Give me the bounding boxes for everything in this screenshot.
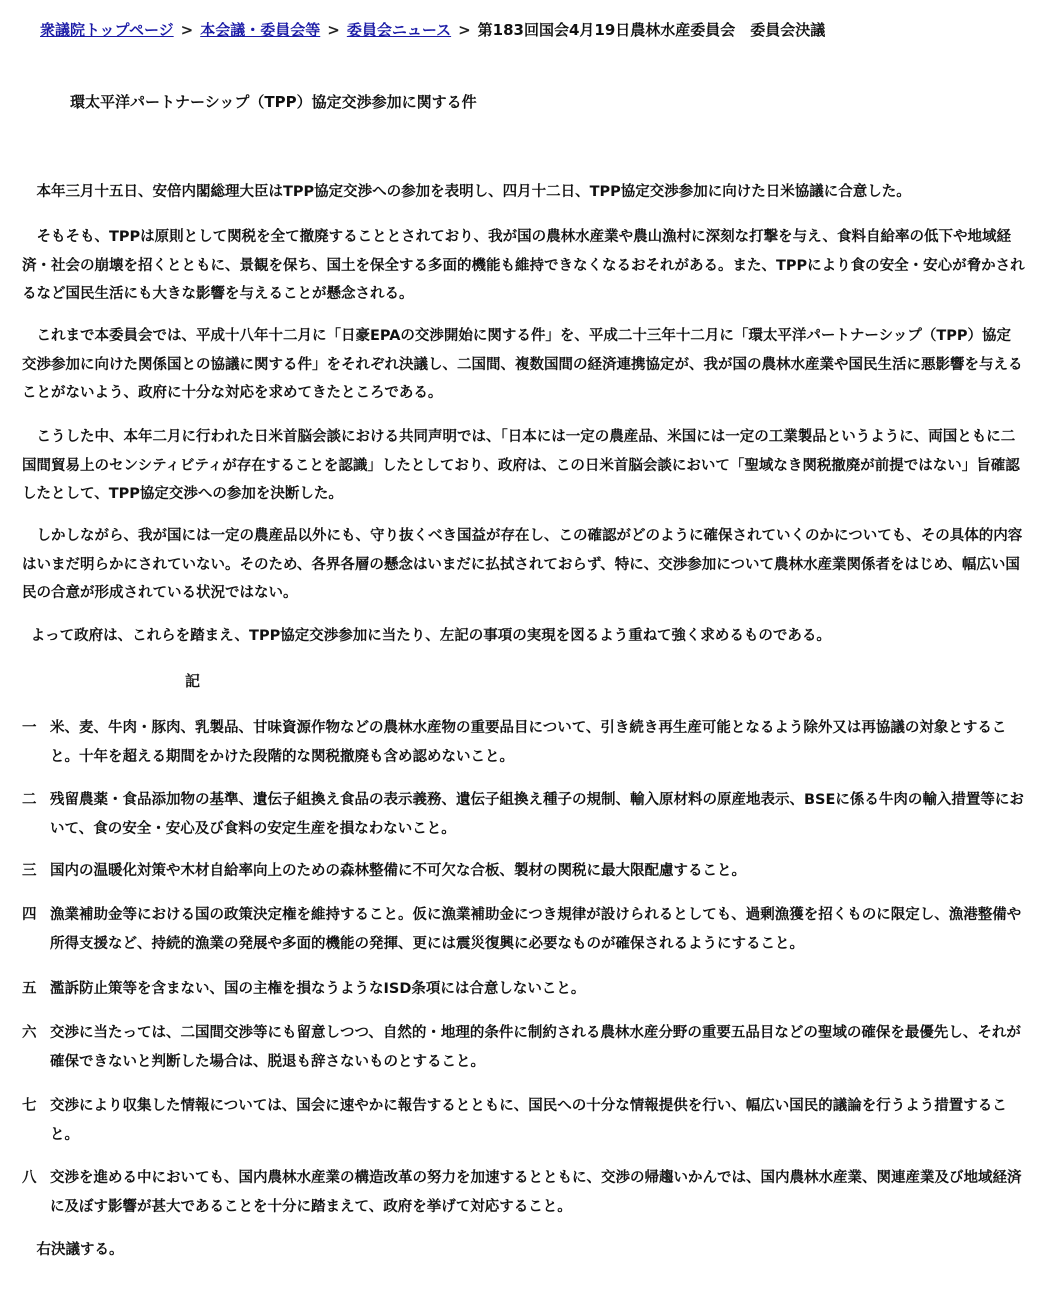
list-item bbox=[22, 1164, 1025, 1221]
paragraph-1: 本年三月十五日、安倍内閣総理大臣はTPP協定交渉への参加を表明し、四月十二日、TPP協定交渉参加に向けた日米協議に合意した。 bbox=[36, 184, 911, 200]
paragraph-2: そもそも、TPPは原則として関税を全て撤廃することとされており、我が国の農林水産業や農山漁村に深刻な打撃を与え、食料自給率の低下や地域経済・社会の崩壊を招くとともに、景観を保ち、国土を保全する多面的機能も維持できなくなるおそれがある。また、TPPにより食の安全・安心が脅かされるなど国民生活にも大きな影響を与えることが懸念される。 bbox=[22, 229, 1025, 302]
list-item bbox=[22, 1019, 1025, 1076]
breadcrumb-separator: > bbox=[458, 21, 471, 39]
list-item bbox=[22, 786, 1025, 843]
list-item bbox=[22, 901, 1025, 958]
breadcrumb-link-home[interactable]: 衆議院トップページ bbox=[40, 21, 174, 39]
item-text: 残留農薬・食品添加物の基準、遺伝子組換え食品の表示義務、遺伝子組換え種子の規制、輸入原材料の原産地表示、BSEに係る牛肉の輸入措置等において、食の安全・安心及び食料の安定生産を損なわないこと。 bbox=[50, 792, 1024, 837]
breadcrumb-link-meetings[interactable]: 本会議・委員会等 bbox=[200, 21, 321, 39]
paragraph-5: しかしながら、我が国には一定の農産品以外にも、守り抜くべき国益が存在し、この確認がどのように確保されていくのかについても、その具体的内容はいまだ明らかにされていない。そのため、各界各層の懸念はいまだに払拭されておらず、特に、交渉参加について農林水産業関係者をはじめ、幅広い国民の合意が形成されている状況ではない。 bbox=[22, 528, 1023, 601]
item-text: 漁業補助金等における国の政策決定権を維持すること。仮に漁業補助金につき規律が設けられるとしても、過剰漁獲を招くものに限定し、漁港整備や所得支援など、持続的漁業の発展や多面的機能の発揮、更には震災復興に必要なものが確保されるようにすること。 bbox=[50, 907, 1022, 952]
breadcrumb bbox=[40, 18, 1040, 42]
breadcrumb-link-news[interactable]: 委員会ニュース bbox=[346, 21, 452, 39]
breadcrumb-separator: > bbox=[180, 21, 194, 39]
breadcrumb-current: 第183回国会4月19日農林水産委員会 委員会決議 bbox=[477, 21, 826, 39]
paragraph-4: こうした中、本年二月に行われた日米首脳会談における共同声明では、「日本には一定の農産品、米国には一定の工業製品というように、両国ともに二国間貿易上のセンシティビティが存在することを認識」したとしており、政府は、この日米首脳会談において「聖域なき関税撤廃が前提ではない」旨確認したとして、TPP協定交渉への参加を決断した。 bbox=[22, 429, 1020, 502]
resolution-title: 環太平洋パートナーシップ（TPP）協定交渉参加に関する件 bbox=[70, 93, 477, 111]
paragraph-3: これまで本委員会では、平成十八年十二月に「日豪EPAの交渉開始に関する件」を、平成二十三年十二月に「環太平洋パートナーシップ（TPP）協定交渉参加に向けた関係国との協議に関する件」をそれぞれ決議し、二国間、複数国間の経済連携協定が、我が国の農林水産業や国民生活に悪影響を与えることがないよう、政府に十分な対応を求めてきたところである。 bbox=[22, 328, 1023, 401]
item-text: 交渉に当たっては、二国間交渉等にも留意しつつ、自然的・地理的条件に制約される農林水産分野の重要五品目などの聖域の確保を最優先し、それが確保できないと判断した場合は、脱退も辞さないものとすること。 bbox=[50, 1025, 1021, 1070]
item-text: 濫訴防止策等を含まない、国の主権を損なうようなISD条項には合意しないこと。 bbox=[50, 981, 586, 997]
ki-heading: 記 bbox=[185, 672, 201, 690]
list-item bbox=[22, 975, 1025, 1004]
item-text: 国内の温暖化対策や木材自給率向上のための森林整備に不可欠な合板、製材の関税に最大限配慮すること。 bbox=[50, 863, 746, 879]
list-item bbox=[22, 857, 1025, 886]
item-number: 二 bbox=[22, 792, 37, 808]
breadcrumb-separator: > bbox=[327, 21, 340, 39]
paragraph-6: よって政府は、これらを踏まえ、TPP協定交渉参加に当たり、左記の事項の実現を図るよう重ねて強く求めるものである。 bbox=[30, 628, 831, 644]
closing-statement: 右決議する。 bbox=[36, 1242, 124, 1258]
item-number: 一 bbox=[22, 720, 37, 736]
list-item bbox=[22, 714, 1025, 771]
item-number: 六 bbox=[22, 1025, 37, 1041]
item-text: 交渉により収集した情報については、国会に速やかに報告するとともに、国民への十分な情報提供を行い、幅広い国民的議論を行うよう措置すること。 bbox=[50, 1098, 1007, 1143]
item-number: 七 bbox=[22, 1098, 37, 1114]
list-item bbox=[22, 1092, 1025, 1149]
item-text: 米、麦、牛肉・豚肉、乳製品、甘味資源作物などの農林水産物の重要品目について、引き続き再生産可能となるよう除外又は再協議の対象とすること。十年を超える期間をかけた段階的な関税撤廃も含め認めないこと。 bbox=[50, 720, 1007, 765]
item-number: 八 bbox=[22, 1170, 37, 1186]
item-text: 交渉を進める中においても、国内農林水産業の構造改革の努力を加速するとともに、交渉の帰趨いかんでは、国内農林水産業、関連産業及び地域経済に及ぼす影響が甚大であることを十分に踏まえて、政府を挙げて対応すること。 bbox=[50, 1170, 1022, 1215]
item-number: 四 bbox=[22, 907, 37, 923]
item-number: 五 bbox=[22, 981, 37, 997]
item-number: 三 bbox=[22, 863, 37, 879]
